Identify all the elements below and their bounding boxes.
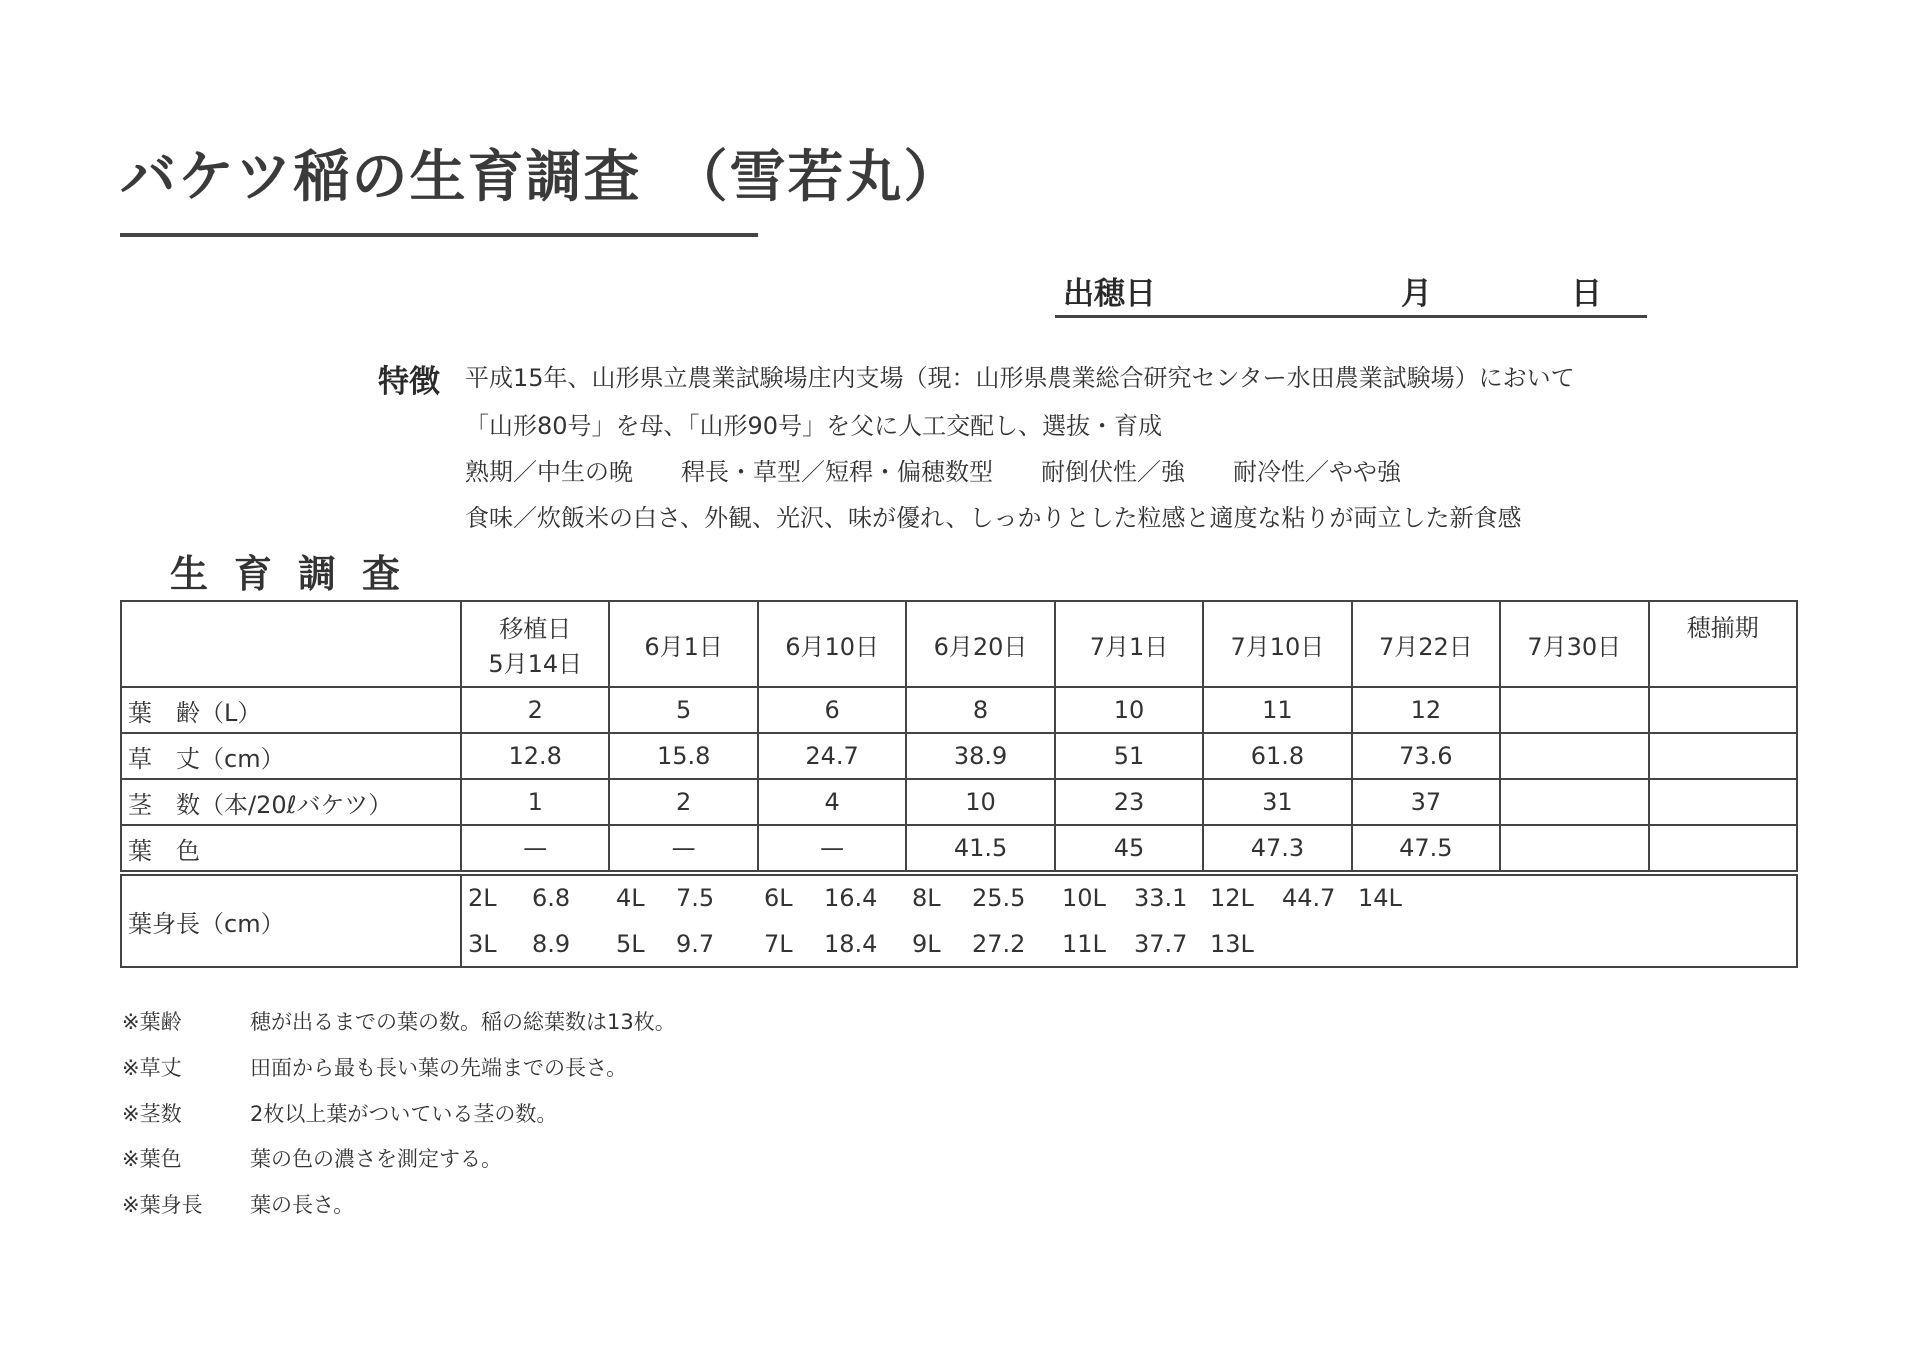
leaf-length-value: 18.4 bbox=[824, 930, 878, 958]
table-cell: 47.5 bbox=[1352, 825, 1500, 873]
column-header: 7月1日 bbox=[1055, 601, 1203, 687]
note-text: 穂が出るまでの葉の数。稲の総葉数は13枚。 bbox=[250, 1010, 676, 1034]
table-cell: 12 bbox=[1352, 687, 1500, 733]
leaf-number: 2L bbox=[468, 884, 497, 912]
note-text: 葉の色の濃さを測定する。 bbox=[250, 1147, 502, 1171]
features-label: 特徴 bbox=[378, 364, 440, 400]
leaf-number: 7L bbox=[764, 930, 793, 958]
table-cell: 23 bbox=[1055, 779, 1203, 825]
table-cell bbox=[1649, 779, 1798, 825]
row-label: 茎 数（本/20ℓバケツ） bbox=[121, 779, 461, 825]
note-term: ※葉齢 bbox=[122, 1010, 182, 1034]
leaf-length-value: 27.2 bbox=[972, 930, 1026, 958]
table-cell bbox=[1500, 779, 1648, 825]
date-underline bbox=[1055, 315, 1647, 318]
table-cell: 47.3 bbox=[1203, 825, 1351, 873]
table-cell: 73.6 bbox=[1352, 733, 1500, 779]
column-header-line2: 5月14日 bbox=[488, 650, 583, 678]
table-cell bbox=[1649, 687, 1798, 733]
feature-line: 食味／炊飯米の白さ、外観、光沢、味が優れ、しっかりとした粒感と適度な粘りが両立した新食感 bbox=[465, 504, 1522, 532]
table-row bbox=[121, 733, 1797, 779]
leaf-length-values bbox=[461, 873, 1797, 967]
feature-line: 平成15年、山形県立農業試験場庄内支場（現：山形県農業総合研究センター水田農業試験場）において bbox=[465, 364, 1575, 392]
leaf-length-value: 25.5 bbox=[972, 884, 1026, 912]
column-header: 7月30日 bbox=[1500, 601, 1648, 687]
table-row bbox=[121, 687, 1797, 733]
row-label: 草 丈（cm） bbox=[121, 733, 461, 779]
table-cell bbox=[1500, 687, 1648, 733]
note-text: 2枚以上葉がついている茎の数。 bbox=[250, 1102, 558, 1126]
table-cell: 2 bbox=[461, 687, 609, 733]
row-label: 葉 齢（L） bbox=[121, 687, 461, 733]
leaf-length-row bbox=[121, 873, 1797, 967]
growth-survey-table bbox=[120, 600, 1798, 968]
leaf-number: 4L bbox=[616, 884, 645, 912]
table-cell: 4 bbox=[758, 779, 906, 825]
table-cell bbox=[1500, 825, 1648, 873]
page-title: バケツ稲の生育調査 （雪若丸） bbox=[120, 145, 962, 210]
note-term: ※茎数 bbox=[122, 1102, 182, 1126]
note-text: 葉の長さ。 bbox=[250, 1193, 355, 1217]
title-underline bbox=[120, 233, 758, 237]
leaf-length-value: 9.7 bbox=[676, 930, 715, 958]
column-header bbox=[461, 601, 609, 687]
section-title: 生育調査 bbox=[170, 552, 427, 596]
feature-line: 「山形80号」を母、「山形90号」を父に人工交配し、選抜・育成 bbox=[465, 412, 1163, 440]
leaf-length-grid bbox=[462, 876, 1796, 966]
column-header: 6月10日 bbox=[758, 601, 906, 687]
note-term: ※葉身長 bbox=[122, 1193, 203, 1217]
leaf-length-value: 16.4 bbox=[824, 884, 878, 912]
table-cell: 61.8 bbox=[1203, 733, 1351, 779]
header-blank-cell bbox=[121, 601, 461, 687]
table-cell: 24.7 bbox=[758, 733, 906, 779]
table-cell: — bbox=[461, 825, 609, 873]
leaf-number: 5L bbox=[616, 930, 645, 958]
row-label: 葉 色 bbox=[121, 825, 461, 873]
leaf-length-value: 44.7 bbox=[1282, 884, 1336, 912]
table-cell bbox=[1500, 733, 1648, 779]
note-item bbox=[122, 1143, 502, 1173]
heading-date-day: 日 bbox=[1571, 276, 1602, 312]
note-term: ※葉色 bbox=[122, 1147, 182, 1171]
leaf-length-value: 7.5 bbox=[676, 884, 715, 912]
table-cell: 15.8 bbox=[609, 733, 757, 779]
note-text: 田面から最も長い葉の先端までの長さ。 bbox=[250, 1056, 628, 1080]
table-cell: 5 bbox=[609, 687, 757, 733]
table-cell: 10 bbox=[906, 779, 1054, 825]
note-item bbox=[122, 1006, 676, 1036]
leaf-length-value: 6.8 bbox=[532, 884, 571, 912]
leaf-number: 3L bbox=[468, 930, 497, 958]
leaf-number: 6L bbox=[764, 884, 793, 912]
table-cell: 51 bbox=[1055, 733, 1203, 779]
leaf-length-value: 33.1 bbox=[1134, 884, 1188, 912]
table-cell: 12.8 bbox=[461, 733, 609, 779]
note-item bbox=[122, 1098, 557, 1128]
leaf-number: 13L bbox=[1210, 930, 1254, 958]
heading-date-month: 月 bbox=[1401, 276, 1432, 312]
leaf-length-value: 8.9 bbox=[532, 930, 571, 958]
leaf-number: 10L bbox=[1062, 884, 1106, 912]
column-header-line1: 移植日 bbox=[499, 615, 572, 643]
column-header: 6月1日 bbox=[609, 601, 757, 687]
table-cell: 31 bbox=[1203, 779, 1351, 825]
heading-date-field bbox=[1055, 268, 1647, 318]
leaf-number: 9L bbox=[912, 930, 941, 958]
note-item bbox=[122, 1052, 627, 1082]
title-block bbox=[120, 138, 962, 218]
note-item bbox=[122, 1189, 354, 1219]
row-label: 葉身長（cm） bbox=[121, 873, 461, 967]
table-cell: 41.5 bbox=[906, 825, 1054, 873]
table-cell: 1 bbox=[461, 779, 609, 825]
table-header-row bbox=[121, 601, 1797, 687]
table-row bbox=[121, 779, 1797, 825]
table-cell: — bbox=[609, 825, 757, 873]
leaf-number: 14L bbox=[1358, 884, 1402, 912]
table-cell: 11 bbox=[1203, 687, 1351, 733]
table-cell: 8 bbox=[906, 687, 1054, 733]
table-cell: — bbox=[758, 825, 906, 873]
table-cell: 10 bbox=[1055, 687, 1203, 733]
table-cell: 6 bbox=[758, 687, 906, 733]
table-cell: 2 bbox=[609, 779, 757, 825]
table-cell bbox=[1649, 733, 1798, 779]
column-header: 穂揃期 bbox=[1649, 601, 1798, 687]
leaf-length-value: 37.7 bbox=[1134, 930, 1188, 958]
table-row bbox=[121, 825, 1797, 873]
leaf-number: 11L bbox=[1062, 930, 1106, 958]
table-cell bbox=[1649, 825, 1798, 873]
table-cell: 38.9 bbox=[906, 733, 1054, 779]
table-cell: 37 bbox=[1352, 779, 1500, 825]
column-header: 7月22日 bbox=[1352, 601, 1500, 687]
feature-line: 熟期／中生の晩 稈長・草型／短稈・偏穂数型 耐倒伏性／強 耐冷性／やや強 bbox=[465, 458, 1401, 486]
table-cell: 45 bbox=[1055, 825, 1203, 873]
column-header: 7月10日 bbox=[1203, 601, 1351, 687]
column-header: 6月20日 bbox=[906, 601, 1054, 687]
note-term: ※草丈 bbox=[122, 1056, 182, 1080]
heading-date-label: 出穂日 bbox=[1063, 276, 1156, 312]
leaf-number: 8L bbox=[912, 884, 941, 912]
leaf-number: 12L bbox=[1210, 884, 1254, 912]
